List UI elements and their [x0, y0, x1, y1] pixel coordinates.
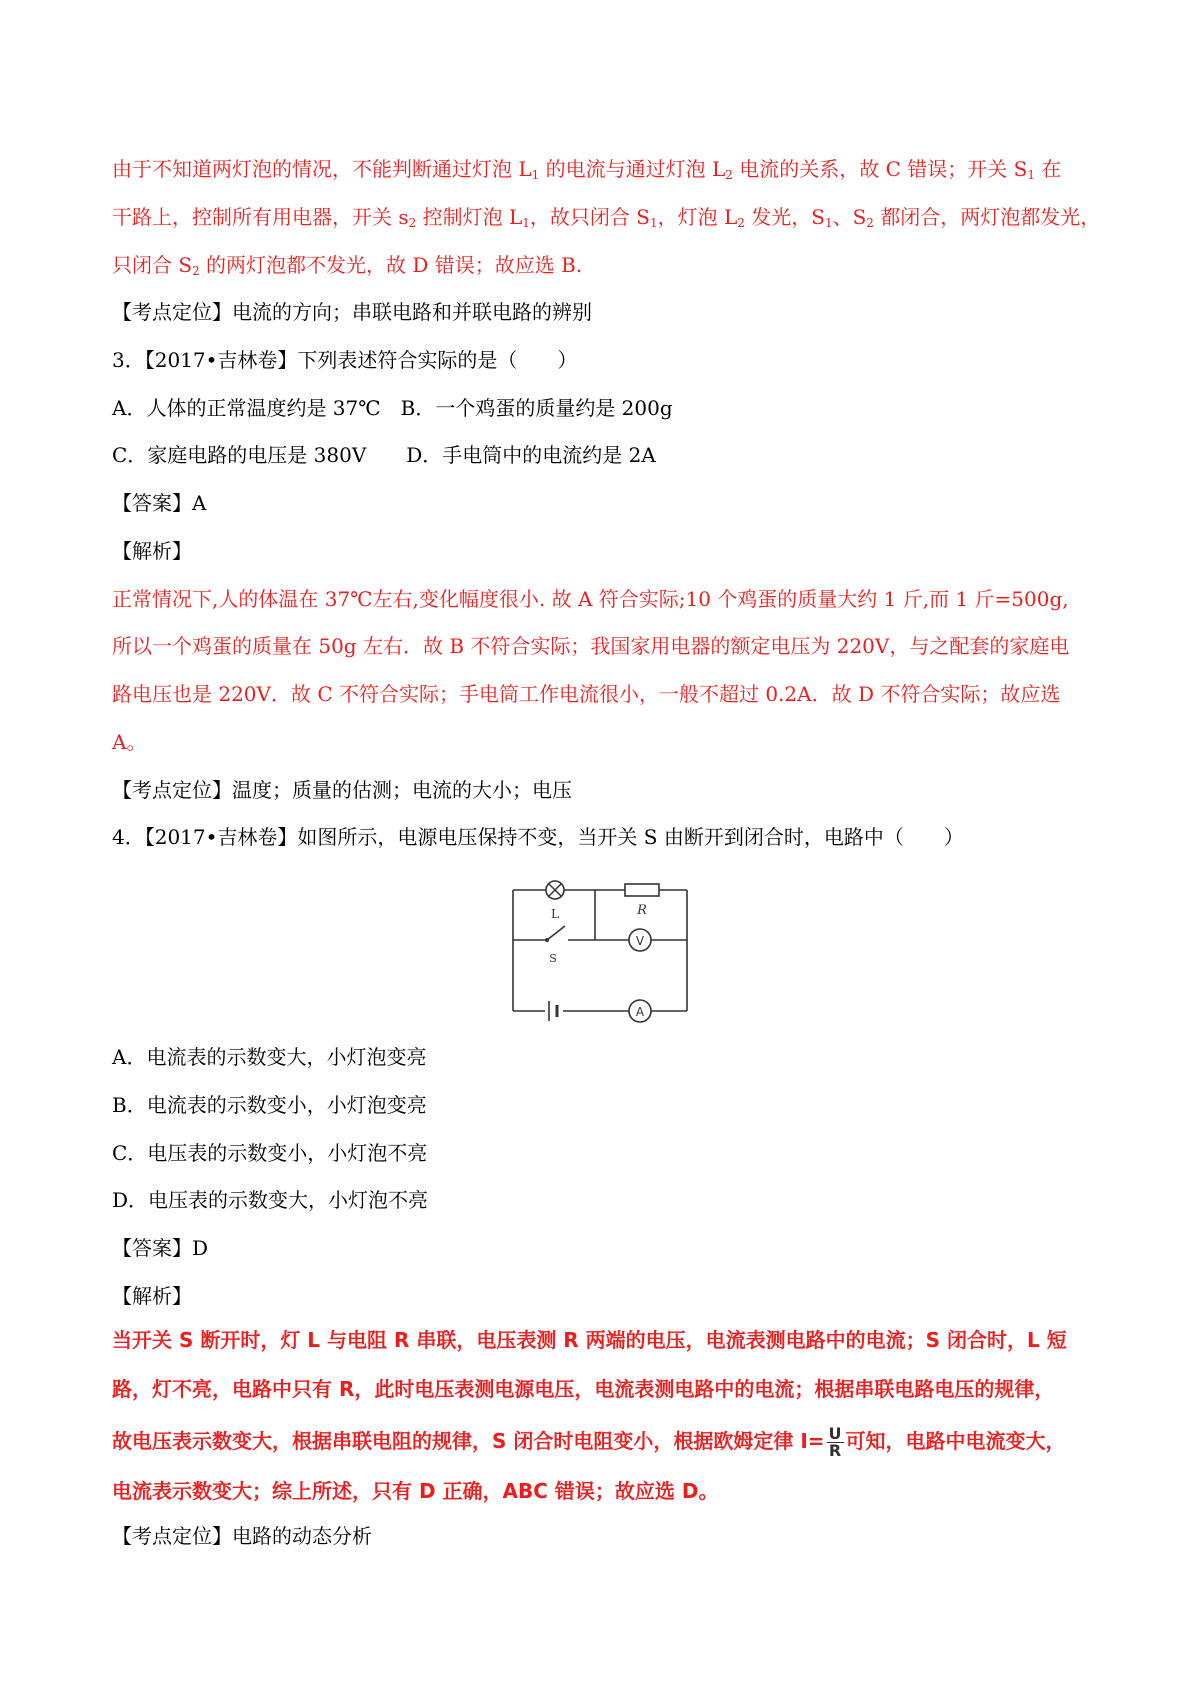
prev-kaodian: 【考点定位】电流的方向；串联电路和并联电路的辨别: [112, 300, 592, 324]
q3-analysis-label: 【解析】: [112, 539, 192, 563]
q4-analysis-line-1: 当开关 S 断开时，灯 L 与电阻 R 串联，电压表测 R 两端的电压，电流表测电路中的电流；S 闭合时，L 短: [112, 1328, 1067, 1352]
resistor-symbol: [625, 884, 659, 896]
switch-symbol: [545, 926, 565, 942]
resistor-label: R: [637, 903, 647, 918]
q4-analysis-label: 【解析】: [112, 1284, 192, 1308]
q3-answer: 【答案】A: [112, 491, 207, 515]
q3-analysis-line-4: A。: [112, 730, 147, 754]
lamp-label: L: [551, 907, 559, 921]
prev-analysis-line-1: 由于不知道两灯泡的情况，不能判断通过灯泡 $L_1$ 的电流与通过灯泡 $L_2$ 电流的关系，故 C 错误；开关 $S_1$ 在: [112, 157, 1062, 182]
q3-options-ab: A．人体的正常温度约是 37℃ B．一个鸡蛋的质量约是 200g: [112, 396, 673, 420]
q4-analysis-line-3: 故电压表示数变大，根据串联电阻的规律，S 闭合时电阻变小，根据欧姆定律 I= $\frac{U}{R}$ 可知，电路中电流变大，: [112, 1424, 1066, 1460]
q4-answer: 【答案】D: [112, 1236, 209, 1260]
battery-symbol: [549, 1001, 557, 1021]
lamp-symbol: [546, 881, 564, 899]
q3-analysis-line-3: 路电压也是 220V．故 C 不符合实际；手电筒工作电流很小，一般不超过 0.2A．故 D 不符合实际；故应选: [112, 682, 1061, 706]
circuit-diagram: [505, 878, 695, 1023]
prev-analysis-line-2: 干路上，控制所有用电器，开关 $s_2$ 控制灯泡 $L_1$，故只闭合 $S_1$，灯泡 $L_2$ 发光，$S_1$、$S_2$ 都闭合，两灯泡都发光，: [112, 205, 1101, 230]
q4-option-c: C．电压表的示数变小，小灯泡不亮: [112, 1141, 428, 1165]
q4-option-b: B．电流表的示数变小，小灯泡变亮: [112, 1093, 427, 1117]
ammeter-label: A: [635, 1005, 645, 1019]
q3-analysis-line-1: 正常情况下,人的体温在 37℃左右,变化幅度很小. 故 A 符合实际;10 个鸡蛋的质量大约 1 斤,而 1 斤=500g,: [112, 587, 1069, 611]
prev-analysis-line-3: 只闭合 $S_2$ 的两灯泡都不发光，故 D 错误；故应选 B.: [112, 253, 583, 278]
q3-options-cd: C．家庭电路的电压是 380V D．手电筒中的电流约是 2A: [112, 443, 656, 467]
voltmeter-label: V: [635, 934, 645, 948]
q4-analysis-line-4: 电流表示数变大；综上所述，只有 D 正确，ABC 错误；故应选 D。: [112, 1479, 719, 1503]
q4-kaodian: 【考点定位】电路的动态分析: [112, 1524, 372, 1548]
ohm-law-fraction: $\frac{U}{R}$: [828, 1424, 842, 1460]
switch-label: S: [549, 952, 557, 965]
q3-kaodian: 【考点定位】温度；质量的估测；电流的大小；电压: [112, 778, 572, 802]
q3-analysis-line-2: 所以一个鸡蛋的质量在 50g 左右．故 B 不符合实际；我国家用电器的额定电压为 220V，与之配套的家庭电: [112, 634, 1070, 658]
q4-option-a: A．电流表的示数变大，小灯泡变亮: [112, 1045, 427, 1069]
q4-stem: 4．【2017•吉林卷】如图所示，电源电压保持不变，当开关 S 由断开到闭合时，电路中（ ）: [112, 825, 964, 849]
q3-stem: 3．【2017•吉林卷】下列表述符合实际的是（ ）: [112, 348, 578, 372]
q4-option-d: D．电压表的示数变大，小灯泡不亮: [112, 1188, 429, 1212]
q4-analysis-line-2: 路，灯不亮，电路中只有 R，此时电压表测电源电压，电流表测电路中的电流；根据串联电路电压的规律，: [112, 1377, 1055, 1401]
